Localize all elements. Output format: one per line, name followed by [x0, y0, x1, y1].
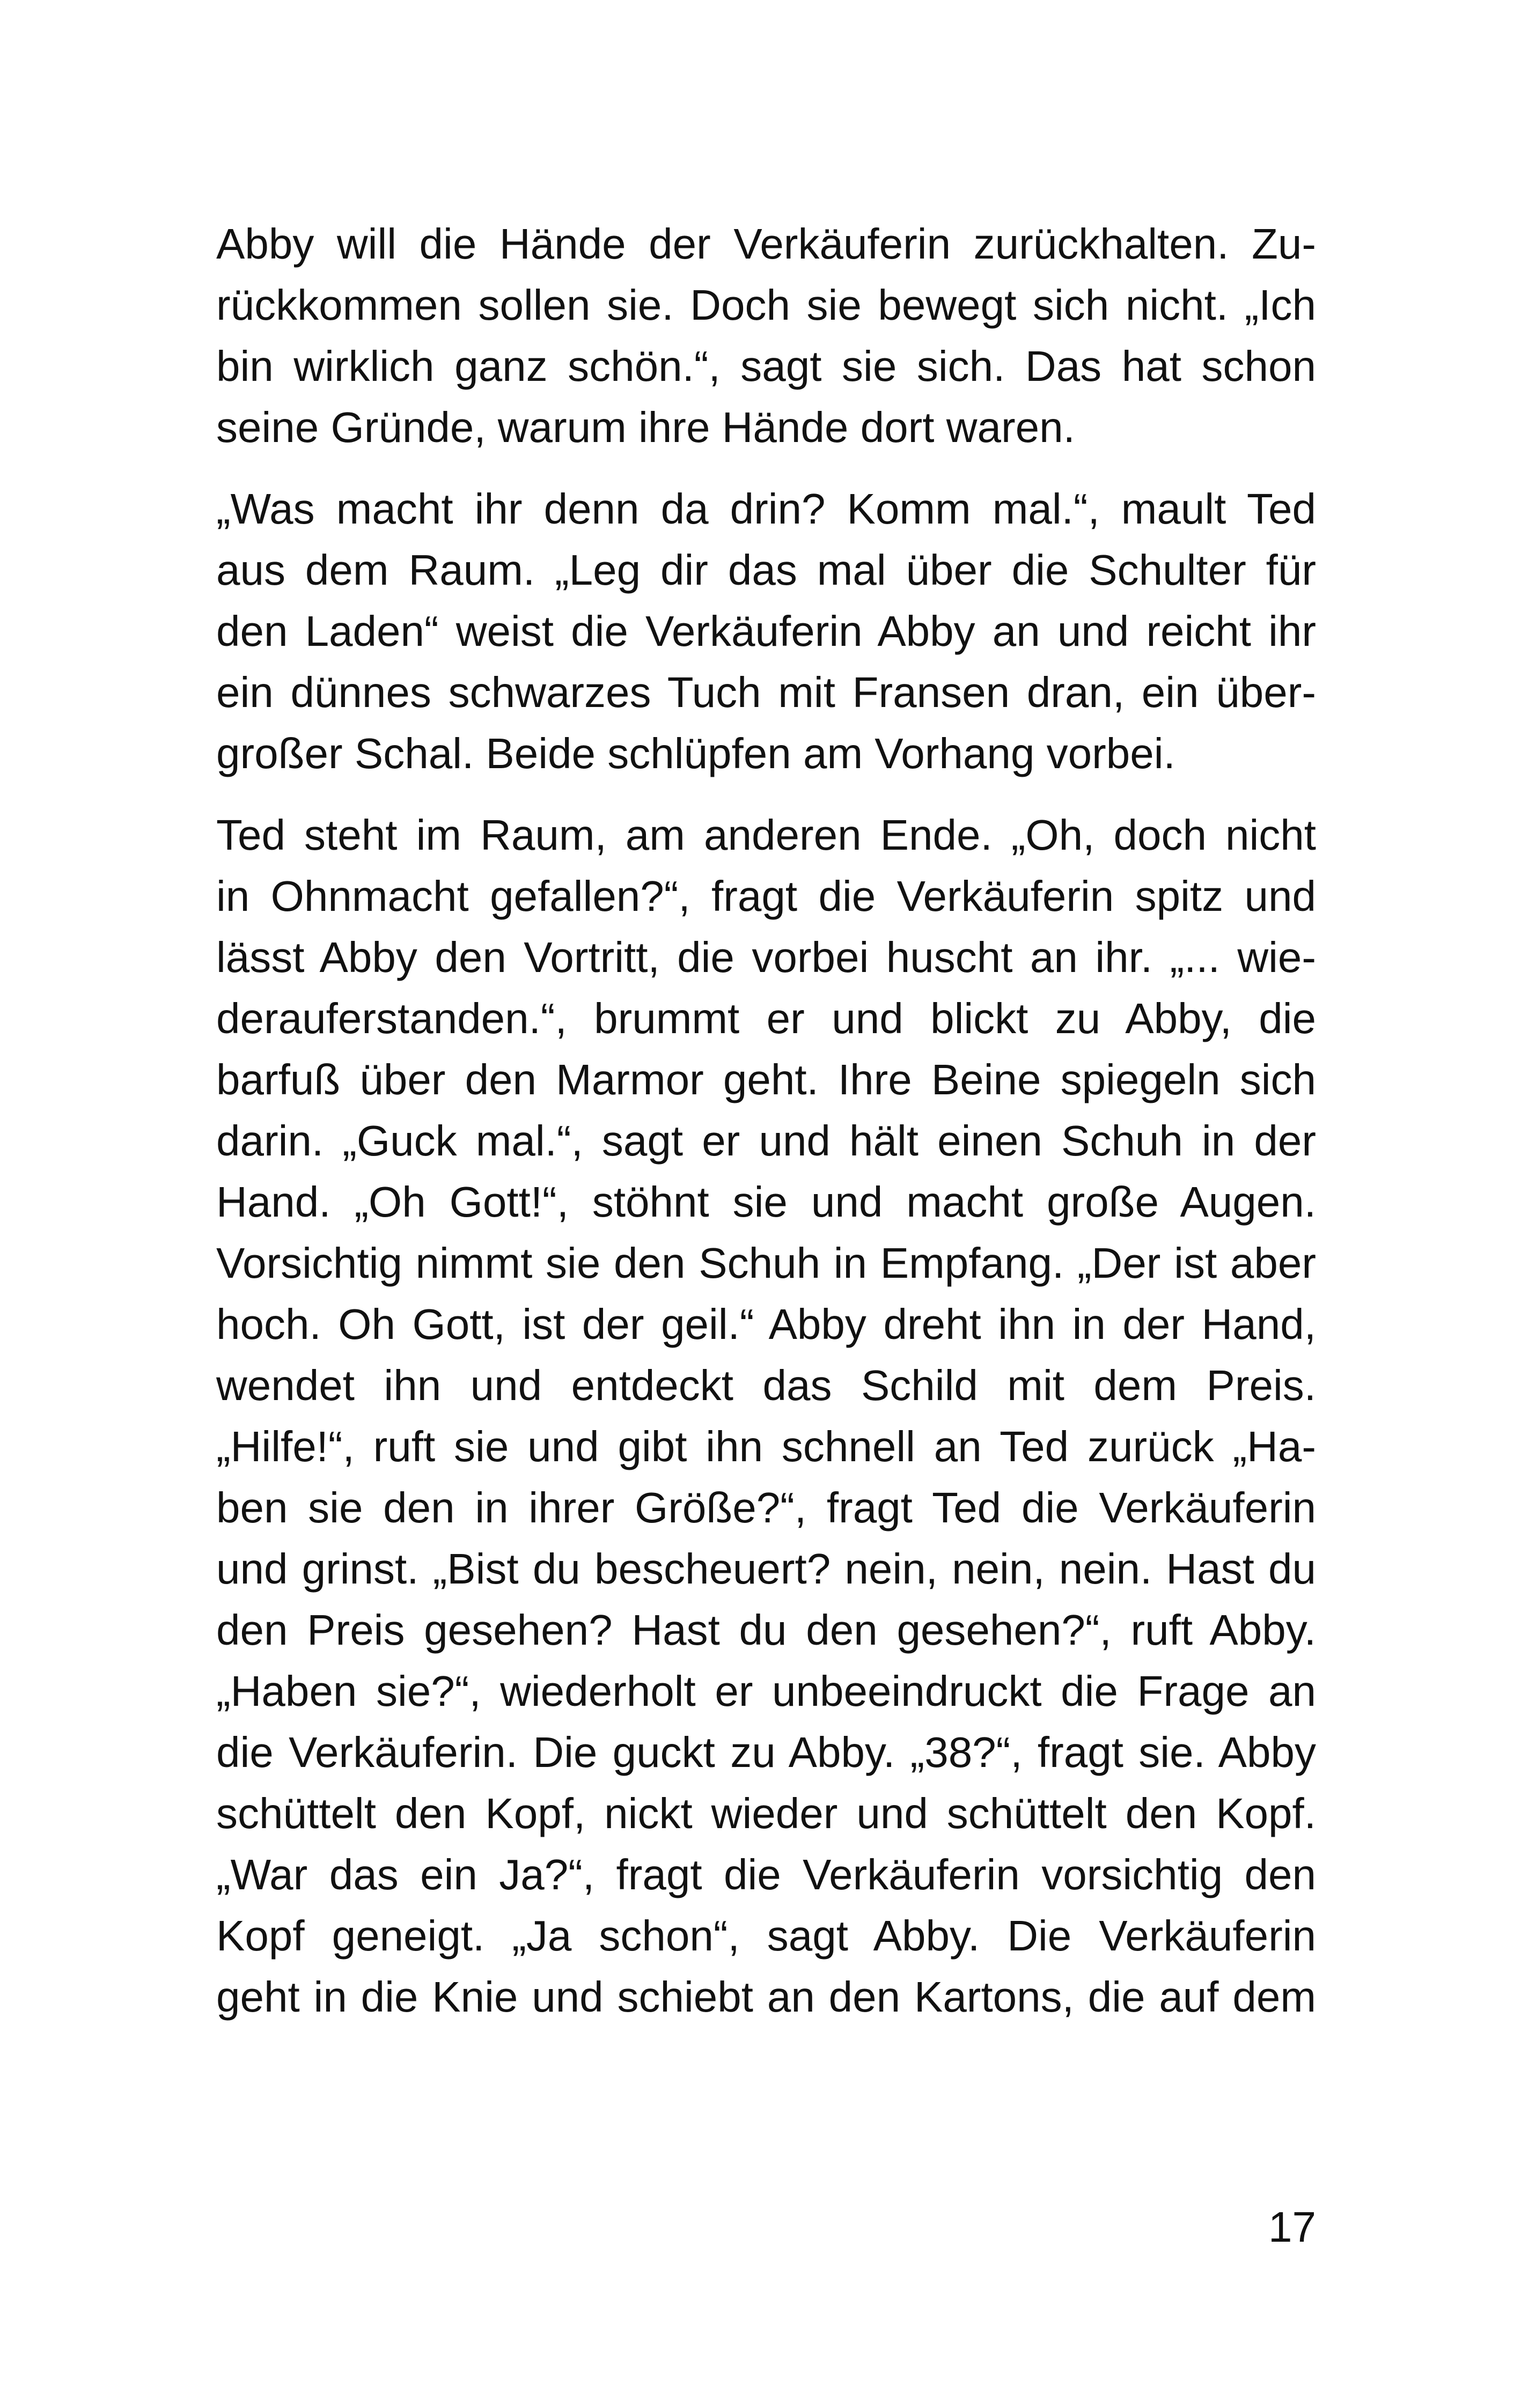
text-line: ein dünnes schwarzes Tuch mit Fransen dran, ein über- — [216, 668, 1316, 716]
text-line: aus dem Raum. „Leg dir das mal über die Schulter für — [216, 546, 1316, 594]
text-line: Vorsichtig nimmt sie den Schuh in Empfang. „Der ist aber — [216, 1239, 1316, 1287]
paragraph-3 — [216, 805, 1316, 2028]
text-line: seine Gründe, warum ihre Hände dort waren. — [216, 403, 1075, 451]
text-line: hoch. Oh Gott, ist der geil.“ Abby dreht ihn in der Hand, — [216, 1300, 1316, 1348]
text-line: „Was macht ihr denn da drin? Komm mal.“, mault Ted — [216, 485, 1316, 533]
text-line: Ted steht im Raum, am anderen Ende. „Oh, doch nicht — [216, 811, 1316, 859]
text-line: ben sie den in ihrer Größe?“, fragt Ted die Verkäuferin — [216, 1484, 1316, 1531]
text-line: „Hilfe!“, ruft sie und gibt ihn schnell an Ted zurück „Ha- — [216, 1423, 1316, 1470]
text-line: Abby will die Hände der Verkäuferin zurückhalten. Zu- — [216, 220, 1316, 268]
text-line: barfuß über den Marmor geht. Ihre Beine spiegeln sich — [216, 1056, 1316, 1103]
text-line: „Haben sie?“, wiederholt er unbeeindruckt die Frage an — [216, 1667, 1316, 1715]
paragraph-1 — [216, 213, 1316, 458]
text-line: „War das ein Ja?“, fragt die Verkäuferin vorsichtig den — [216, 1851, 1316, 1898]
text-line: Hand. „Oh Gott!“, stöhnt sie und macht große Augen. — [216, 1178, 1316, 1226]
text-line: die Verkäuferin. Die guckt zu Abby. „38?“, fragt sie. Abby — [216, 1728, 1316, 1776]
text-line: Kopf geneigt. „Ja schon“, sagt Abby. Die Verkäuferin — [216, 1912, 1316, 1960]
text-line: darin. „Guck mal.“, sagt er und hält einen Schuh in der — [216, 1117, 1316, 1165]
text-line: lässt Abby den Vortritt, die vorbei huscht an ihr. „... wie- — [216, 933, 1316, 981]
text-line: und grinst. „Bist du bescheuert? nein, nein, nein. Hast du — [216, 1545, 1316, 1593]
text-line: den Laden“ weist die Verkäuferin Abby an und reicht ihr — [216, 607, 1316, 655]
text-line: bin wirklich ganz schön.“, sagt sie sich. Das hat schon — [216, 342, 1316, 390]
text-line: derauferstanden.“, brummt er und blickt zu Abby, die — [216, 995, 1316, 1042]
text-line: den Preis gesehen? Hast du den gesehen?“, ruft Abby. — [216, 1606, 1316, 1654]
text-line: schüttelt den Kopf, nickt wieder und schüttelt den Kopf. — [216, 1790, 1316, 1837]
text-line: großer Schal. Beide schlüpfen am Vorhang vorbei. — [216, 730, 1175, 777]
text-line: in Ohnmacht gefallen?“, fragt die Verkäuferin spitz und — [216, 872, 1316, 920]
text-line: geht in die Knie und schiebt an den Kartons, die auf dem — [216, 1973, 1316, 2021]
page-number: 17 — [1268, 2203, 1316, 2251]
paragraph-2 — [216, 478, 1316, 784]
text-line: wendet ihn und entdeckt das Schild mit dem Preis. — [216, 1361, 1316, 1409]
text-line: rückkommen sollen sie. Doch sie bewegt sich nicht. „Ich — [216, 281, 1316, 329]
body-text — [216, 213, 1316, 2048]
